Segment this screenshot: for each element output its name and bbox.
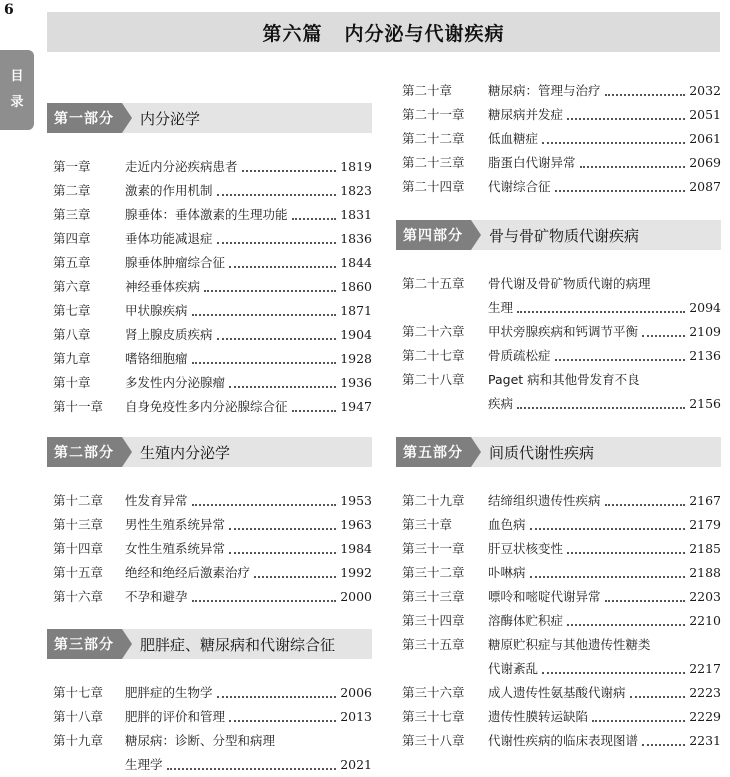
chapter-number: 第二十一章 xyxy=(402,107,465,122)
toc-entry[interactable] xyxy=(53,202,372,226)
page-number-ref: 2185 xyxy=(689,540,721,556)
page-number-ref: 1963 xyxy=(340,516,372,532)
chapter-title: 男性生殖系统异常 xyxy=(125,517,226,532)
toc-entry[interactable] xyxy=(53,704,372,728)
page-number-ref: 2210 xyxy=(689,612,721,628)
chapter-title: 成人遗传性氨基酸代谢病 xyxy=(488,685,626,700)
dot-leader xyxy=(292,409,337,412)
page-number-ref: 2109 xyxy=(689,323,721,339)
chapter-title: 糖尿病并发症 xyxy=(488,107,564,122)
page-number: 6 xyxy=(4,2,14,18)
chapter-title-continued: 生理 xyxy=(488,300,514,315)
chapter-number: 第二十四章 xyxy=(402,179,465,194)
part-tag: 第四部分 xyxy=(396,220,471,250)
chapter-number: 第二十六章 xyxy=(402,324,465,339)
toc-entry[interactable] xyxy=(402,319,721,343)
chapter-number: 第十六章 xyxy=(53,589,104,604)
chapter-number: 第六章 xyxy=(53,279,91,294)
toc-entry[interactable] xyxy=(402,78,721,102)
page-number-ref: 2051 xyxy=(689,106,721,122)
chapter-number: 第九章 xyxy=(53,351,91,366)
chapter-title: 腺垂体肿瘤综合征 xyxy=(125,255,226,270)
dot-leader xyxy=(192,599,337,602)
chapter-number: 第三十二章 xyxy=(402,565,465,580)
dot-leader xyxy=(542,671,685,674)
chapter-title: 骨质疏松症 xyxy=(488,348,551,363)
page-number-ref: 1953 xyxy=(340,492,372,508)
chapter-number: 第十一章 xyxy=(53,399,104,414)
toc-entry[interactable] xyxy=(402,102,721,126)
chapter-title: 多发性内分泌腺瘤 xyxy=(125,375,226,390)
page-number-ref: 2061 xyxy=(689,130,721,146)
part-tag: 第三部分 xyxy=(47,629,122,659)
page-number-ref: 2006 xyxy=(340,684,372,700)
dot-leader xyxy=(517,406,685,409)
chapter-number: 第二十八章 xyxy=(402,372,465,387)
chapter-title: 糖尿病：管理与治疗 xyxy=(488,83,601,98)
dot-leader xyxy=(229,551,336,554)
dot-leader xyxy=(229,385,336,388)
dot-leader xyxy=(642,743,685,746)
toc-entry-continuation[interactable] xyxy=(402,391,721,415)
part-title: 间质代谢性疾病 xyxy=(489,443,595,462)
page-number-ref: 2032 xyxy=(689,82,721,98)
toc-entry[interactable] xyxy=(402,367,721,391)
page-number-ref: 1819 xyxy=(340,158,372,174)
page-number-ref: 1860 xyxy=(340,278,372,294)
page-number-ref: 2094 xyxy=(689,299,721,315)
volume-label: 第六篇 xyxy=(262,22,323,45)
dot-leader xyxy=(517,310,685,313)
toc-entry[interactable] xyxy=(53,584,372,608)
page-number-ref: 2156 xyxy=(689,395,721,411)
chapter-number: 第二十五章 xyxy=(402,276,465,291)
page-number-ref: 1928 xyxy=(340,350,372,366)
toc-entry[interactable] xyxy=(402,704,721,728)
toc-entry[interactable] xyxy=(402,608,721,632)
chapter-title: 糖原贮积症与其他遗传性糖类 xyxy=(488,637,651,652)
dot-leader xyxy=(229,527,336,530)
chapter-number: 第十四章 xyxy=(53,541,104,556)
dot-leader xyxy=(555,358,686,361)
page-number-ref: 2167 xyxy=(689,492,721,508)
side-tab-char-2: 录 xyxy=(10,95,24,110)
part-tag: 第五部分 xyxy=(396,437,471,467)
chapter-title: 肥胖的评价和管理 xyxy=(125,709,226,724)
page-number-ref: 1844 xyxy=(340,254,372,270)
page-number-ref: 2203 xyxy=(689,588,721,604)
chapter-number: 第二十三章 xyxy=(402,155,465,170)
toc-entry[interactable] xyxy=(53,322,372,346)
chapter-number: 第三十四章 xyxy=(402,613,465,628)
chapter-title: 神经垂体疾病 xyxy=(125,279,201,294)
toc-entry-continuation[interactable] xyxy=(402,295,721,319)
page-number-ref: 1992 xyxy=(340,564,372,580)
chapter-title: 甲状腺疾病 xyxy=(125,303,188,318)
toc-entry[interactable] xyxy=(402,560,721,584)
chapter-title: 糖尿病：诊断、分型和病理 xyxy=(125,733,276,748)
toc-entry[interactable] xyxy=(53,226,372,250)
dot-leader xyxy=(167,767,337,770)
page-number-ref: 1904 xyxy=(340,326,372,342)
toc-entry[interactable] xyxy=(402,150,721,174)
dot-leader xyxy=(217,695,337,698)
chapter-number: 第三章 xyxy=(53,207,91,222)
chapter-title: 肾上腺皮质疾病 xyxy=(125,327,213,342)
page-number-ref: 2000 xyxy=(340,588,372,604)
chapter-number: 第一章 xyxy=(53,159,91,174)
chapter-title: 走近内分泌疾病患者 xyxy=(125,159,238,174)
chapter-number: 第四章 xyxy=(53,231,91,246)
page-number-ref: 2188 xyxy=(689,564,721,580)
chapter-number: 第十七章 xyxy=(53,685,104,700)
chapter-number: 第十二章 xyxy=(53,493,104,508)
dot-leader xyxy=(229,719,336,722)
chapter-title: 代谢综合征 xyxy=(488,179,551,194)
page-number-ref: 1871 xyxy=(340,302,372,318)
part-header[interactable] xyxy=(47,629,372,659)
chapter-title: 不孕和避孕 xyxy=(125,589,188,604)
toc-entry[interactable] xyxy=(53,370,372,394)
page-number-ref: 2021 xyxy=(340,756,372,772)
part-tag: 第一部分 xyxy=(47,103,122,133)
toc-entry[interactable] xyxy=(53,488,372,512)
chapter-title: 结缔组织遗传性疾病 xyxy=(488,493,601,508)
toc-entry[interactable] xyxy=(53,298,372,322)
chapter-title: 肥胖症的生物学 xyxy=(125,685,213,700)
dot-leader xyxy=(217,241,337,244)
dot-leader xyxy=(242,169,337,172)
dot-leader xyxy=(217,193,337,196)
side-tab-char-1: 目 xyxy=(10,69,24,84)
page-number-ref: 2087 xyxy=(689,178,721,194)
chapter-title: 代谢性疾病的临床表现图谱 xyxy=(488,733,639,748)
dot-leader xyxy=(580,165,686,168)
part-header[interactable] xyxy=(47,437,372,467)
chapter-title: 嗜铬细胞瘤 xyxy=(125,351,188,366)
chapter-number: 第八章 xyxy=(53,327,91,342)
part-header[interactable] xyxy=(47,103,372,133)
toc-entry[interactable] xyxy=(402,343,721,367)
page-number-ref: 2229 xyxy=(689,708,721,724)
toc-entry[interactable] xyxy=(53,536,372,560)
toc-entry[interactable] xyxy=(53,250,372,274)
page-number-ref: 2013 xyxy=(340,708,372,724)
chapter-number: 第七章 xyxy=(53,303,91,318)
toc-entry[interactable] xyxy=(53,394,372,418)
dot-leader xyxy=(192,503,337,506)
dot-leader xyxy=(630,695,686,698)
chapter-title-continued: 生理学 xyxy=(125,757,163,772)
chapter-title: 肝豆状核变性 xyxy=(488,541,564,556)
chapter-title: 甲状旁腺疾病和钙调节平衡 xyxy=(488,324,639,339)
toc-entry[interactable] xyxy=(402,174,721,198)
page-title xyxy=(47,12,720,52)
dot-leader xyxy=(567,551,685,554)
part-title: 内分泌学 xyxy=(140,109,201,128)
toc-entry[interactable] xyxy=(402,584,721,608)
toc-entry[interactable] xyxy=(53,512,372,536)
page-number-ref: 1823 xyxy=(340,182,372,198)
dot-leader xyxy=(605,503,686,506)
chapter-number: 第二章 xyxy=(53,183,91,198)
toc-entry[interactable] xyxy=(402,536,721,560)
toc-entry[interactable] xyxy=(402,126,721,150)
toc-entry[interactable] xyxy=(53,728,372,752)
dot-leader xyxy=(642,334,685,337)
chapter-number: 第二十九章 xyxy=(402,493,465,508)
dot-leader xyxy=(592,719,685,722)
toc-entry[interactable] xyxy=(53,274,372,298)
dot-leader xyxy=(555,189,686,192)
dot-leader xyxy=(204,289,336,292)
page-number-ref: 2136 xyxy=(689,347,721,363)
toc-entry[interactable] xyxy=(402,512,721,536)
chapter-title: 溶酶体贮积症 xyxy=(488,613,564,628)
chapter-title: 女性生殖系统异常 xyxy=(125,541,226,556)
chapter-title: 激素的作用机制 xyxy=(125,183,213,198)
side-tab-contents[interactable] xyxy=(0,50,34,130)
dot-leader xyxy=(192,361,337,364)
dot-leader xyxy=(605,599,686,602)
chapter-number: 第十五章 xyxy=(53,565,104,580)
page-number-ref: 1836 xyxy=(340,230,372,246)
page-number-ref: 1936 xyxy=(340,374,372,390)
chapter-title: 绝经和绝经后激素治疗 xyxy=(125,565,251,580)
chapter-title: 低血糖症 xyxy=(488,131,539,146)
chapter-title: 腺垂体：垂体激素的生理功能 xyxy=(125,207,288,222)
toc-entry[interactable] xyxy=(53,178,372,202)
dot-leader xyxy=(567,623,685,626)
toc-entry[interactable] xyxy=(53,680,372,704)
page-number-ref: 2231 xyxy=(689,732,721,748)
toc-entry[interactable] xyxy=(402,680,721,704)
chapter-title: 血色病 xyxy=(488,517,526,532)
chapter-title: 垂体功能减退症 xyxy=(125,231,213,246)
page-number-ref: 2217 xyxy=(689,660,721,676)
toc-entry[interactable] xyxy=(402,728,721,752)
toc-entry[interactable] xyxy=(53,346,372,370)
dot-leader xyxy=(229,265,336,268)
toc-entry-continuation[interactable] xyxy=(53,752,372,776)
dot-leader xyxy=(567,117,685,120)
chapter-title: 自身免疫性多内分泌腺综合征 xyxy=(125,399,288,414)
part-title: 肥胖症、糖尿病和代谢综合征 xyxy=(140,635,336,654)
dot-leader xyxy=(530,527,686,530)
dot-leader xyxy=(217,337,337,340)
chapter-number: 第三十一章 xyxy=(402,541,465,556)
page-number-ref: 1831 xyxy=(340,206,372,222)
dot-leader xyxy=(605,93,686,96)
chapter-number: 第三十七章 xyxy=(402,709,465,724)
part-title: 骨与骨矿物质代谢疾病 xyxy=(489,226,640,245)
toc-entry[interactable] xyxy=(402,488,721,512)
toc-entry-continuation[interactable] xyxy=(402,656,721,680)
part-tag: 第二部分 xyxy=(47,437,122,467)
toc-entry[interactable] xyxy=(53,560,372,584)
chapter-number: 第十八章 xyxy=(53,709,104,724)
chapter-title: 脂蛋白代谢异常 xyxy=(488,155,576,170)
chapter-number: 第三十三章 xyxy=(402,589,465,604)
chapter-number: 第三十章 xyxy=(402,517,453,532)
chapter-title: 卟啉病 xyxy=(488,565,526,580)
part-header[interactable] xyxy=(396,437,721,467)
chapter-title-continued: 代谢紊乱 xyxy=(488,661,539,676)
part-header[interactable] xyxy=(396,220,721,250)
chapter-number: 第十九章 xyxy=(53,733,104,748)
toc-entry[interactable] xyxy=(402,271,721,295)
chapter-number: 第五章 xyxy=(53,255,91,270)
toc-entry[interactable] xyxy=(53,154,372,178)
chapter-title: 遗传性膜转运缺陷 xyxy=(488,709,589,724)
page-number-ref: 2179 xyxy=(689,516,721,532)
chapter-title: 性发育异常 xyxy=(125,493,188,508)
page-number-ref: 2069 xyxy=(689,154,721,170)
dot-leader xyxy=(530,575,686,578)
chapter-number: 第十三章 xyxy=(53,517,104,532)
toc-entry[interactable] xyxy=(402,632,721,656)
chapter-number: 第三十六章 xyxy=(402,685,465,700)
volume-name: 内分泌与代谢疾病 xyxy=(344,22,505,45)
chapter-number: 第二十二章 xyxy=(402,131,465,146)
dot-leader xyxy=(292,217,337,220)
chapter-title: 骨代谢及骨矿物质代谢的病理 xyxy=(488,276,651,291)
chapter-title-continued: 疾病 xyxy=(488,396,514,411)
chapter-title: Paget 病和其他骨发育不良 xyxy=(488,372,640,387)
dot-leader xyxy=(542,141,685,144)
chapter-number: 第二十章 xyxy=(402,83,453,98)
dot-leader xyxy=(254,575,336,578)
page-number-ref: 2223 xyxy=(689,684,721,700)
part-title: 生殖内分泌学 xyxy=(140,443,231,462)
page-number-ref: 1947 xyxy=(340,398,372,414)
page-number-ref: 1984 xyxy=(340,540,372,556)
chapter-number: 第十章 xyxy=(53,375,91,390)
chapter-number: 第二十七章 xyxy=(402,348,465,363)
dot-leader xyxy=(192,313,337,316)
chapter-title: 嘌呤和嘧啶代谢异常 xyxy=(488,589,601,604)
chapter-number: 第三十五章 xyxy=(402,637,465,652)
chapter-number: 第三十八章 xyxy=(402,733,465,748)
